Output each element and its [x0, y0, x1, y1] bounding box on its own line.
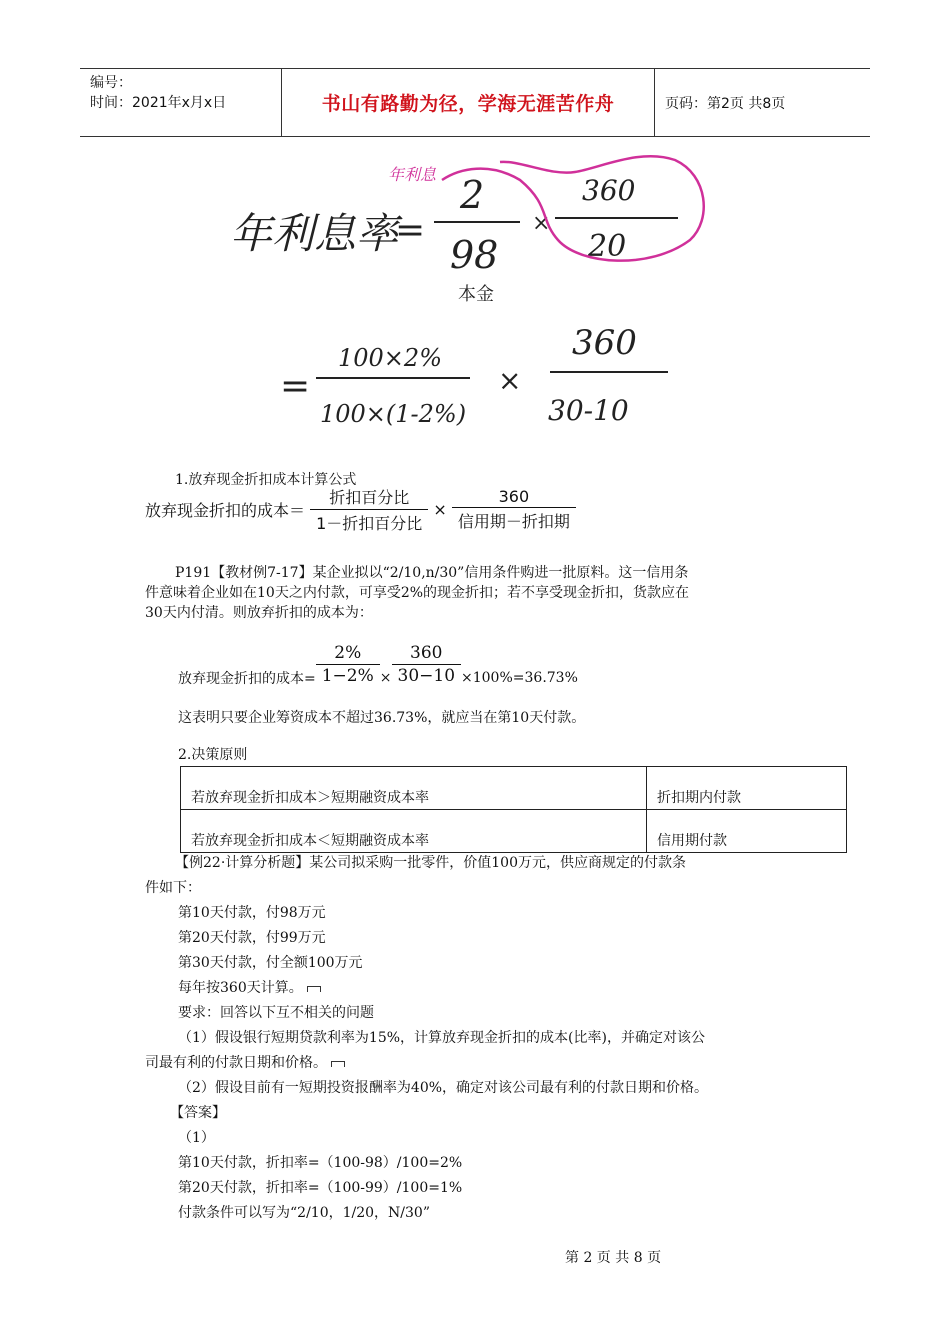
- formula-times: ×: [433, 500, 447, 519]
- hw-d3: 100×(1-2%): [320, 400, 467, 428]
- example-line2: 件意味着企业如在10天之内付款，可享受2%的现金折扣；若不享受现金折扣，货款应在: [145, 585, 690, 601]
- formula-frac2-den: 信用期－折扣期: [457, 512, 570, 531]
- ex22-item: 第10天付款，付98万元: [178, 905, 326, 921]
- header-code-label: 编号：: [90, 75, 132, 91]
- decision-rule-table: [180, 766, 847, 853]
- edit-mark-icon: [331, 1061, 345, 1067]
- edit-mark-icon: [307, 986, 321, 992]
- ex22-answer: 【答案】: [170, 1105, 226, 1121]
- ex22-q1b: 司最有利的付款日期和价格。: [145, 1055, 327, 1071]
- ex22-item: 第30天付款，付全额100万元: [178, 955, 363, 971]
- section1-title: 1.放弃现金折扣成本计算公式: [175, 472, 357, 488]
- hw-annot-bottom: 本金: [458, 284, 494, 305]
- hw-d4: 30-10: [548, 394, 629, 427]
- formula-frac2: [452, 487, 576, 532]
- hw-equals-2: =: [280, 366, 311, 407]
- hw-times1: ×: [532, 211, 551, 236]
- calc-times: ×: [379, 670, 392, 686]
- hw-annot-top: 年利息: [388, 165, 437, 184]
- ex22-line2: 件如下：: [145, 880, 201, 896]
- example-line1: P191【教材例7-17】某企业拟以“2/10,n/30”信用条件购进一批原料。这一信用条: [175, 565, 689, 581]
- calc-frac2-num: 360: [392, 643, 462, 665]
- calc-frac2-den: 30−10: [397, 665, 456, 686]
- example-line3: 30天内付清。则放弃折扣的成本为：: [145, 605, 373, 621]
- formula-frac1-num: 折扣百分比: [310, 485, 428, 510]
- calc-lhs: 放弃现金折扣的成本=: [178, 671, 316, 687]
- calc-frac1-num: 2%: [316, 643, 380, 665]
- header-motto: 书山有路勤为径，学海无涯苦作舟: [282, 69, 655, 136]
- ex22-item: 每年按360天计算。: [178, 980, 303, 996]
- ex22-item: 第20天付款，付99万元: [178, 930, 326, 946]
- calc-rhs: ×100%=36.73%: [461, 670, 578, 686]
- section1-formula: [145, 485, 576, 533]
- hw-lhs-text: 年利息率: [230, 209, 399, 258]
- section2-title: 2.决策原则: [178, 747, 248, 763]
- ex22-item-container: [178, 978, 321, 998]
- header-time-label: 时间：2021年x月x日: [90, 95, 227, 111]
- formula-lhs: 放弃现金折扣的成本＝: [145, 501, 306, 520]
- hw-d1: 98: [450, 233, 499, 277]
- ex22-a2: 第10天付款，折扣率=（100-98）/100=2%: [178, 1155, 463, 1171]
- hw-n4: 360: [572, 323, 637, 363]
- table-cell-condition: 若放弃现金折扣成本＜短期融资成本率: [181, 810, 647, 853]
- ex22-q1b-container: [145, 1053, 345, 1073]
- example-calc: [178, 636, 578, 692]
- calc-frac2: [392, 643, 462, 686]
- table-row: [181, 810, 847, 853]
- formula-frac1-den: 1－折扣百分比: [316, 514, 423, 533]
- formula-frac1: [310, 485, 428, 534]
- page-header: [80, 68, 870, 137]
- table-cell-action: 信用期付款: [647, 810, 847, 853]
- ex22-q2: （2）假设目前有一短期投资报酬率为40%，确定对该公司最有利的付款日期和价格。: [178, 1080, 709, 1096]
- ex22-line1: 【例22·计算分析题】某公司拟采购一批零件，价值100万元，供应商规定的付款条: [175, 855, 686, 871]
- table-cell-condition: 若放弃现金折扣成本＞短期融资成本率: [181, 767, 647, 810]
- example-conclusion: 这表明只要企业筹资成本不超过36.73%，就应当在第10天付款。: [178, 710, 586, 726]
- ex22-q1a: （1）假设银行短期贷款利率为15%，计算放弃现金折扣的成本(比率)，并确定对该公: [178, 1030, 705, 1046]
- hw-n3: 100×2%: [338, 344, 442, 372]
- header-page-label: 页码：第2页 共8页: [665, 95, 786, 112]
- hw-equals: =: [395, 210, 426, 251]
- hw-d2: 20: [588, 229, 627, 264]
- handwritten-formula-image: [220, 150, 710, 450]
- hw-n2: 360: [582, 174, 636, 207]
- hw-times2: ×: [498, 364, 522, 397]
- header-left-cell: [80, 69, 282, 136]
- ex22-a3: 第20天付款，折扣率=（100-99）/100=1%: [178, 1180, 463, 1196]
- table-row: [181, 767, 847, 810]
- hw-n1: 2: [460, 173, 485, 217]
- table-cell-action: 折扣期内付款: [647, 767, 847, 810]
- formula-frac2-num: 360: [452, 487, 576, 508]
- ex22-a4: 付款条件可以写为“2/10，1/20，N/30”: [178, 1205, 430, 1221]
- ex22-req: 要求：回答以下互不相关的问题: [178, 1005, 374, 1021]
- calc-frac1-den: 1−2%: [321, 665, 374, 686]
- ex22-a1: （1）: [178, 1130, 215, 1146]
- calc-frac1: [316, 643, 380, 686]
- page-footer: 第 2 页 共 8 页: [565, 1250, 662, 1266]
